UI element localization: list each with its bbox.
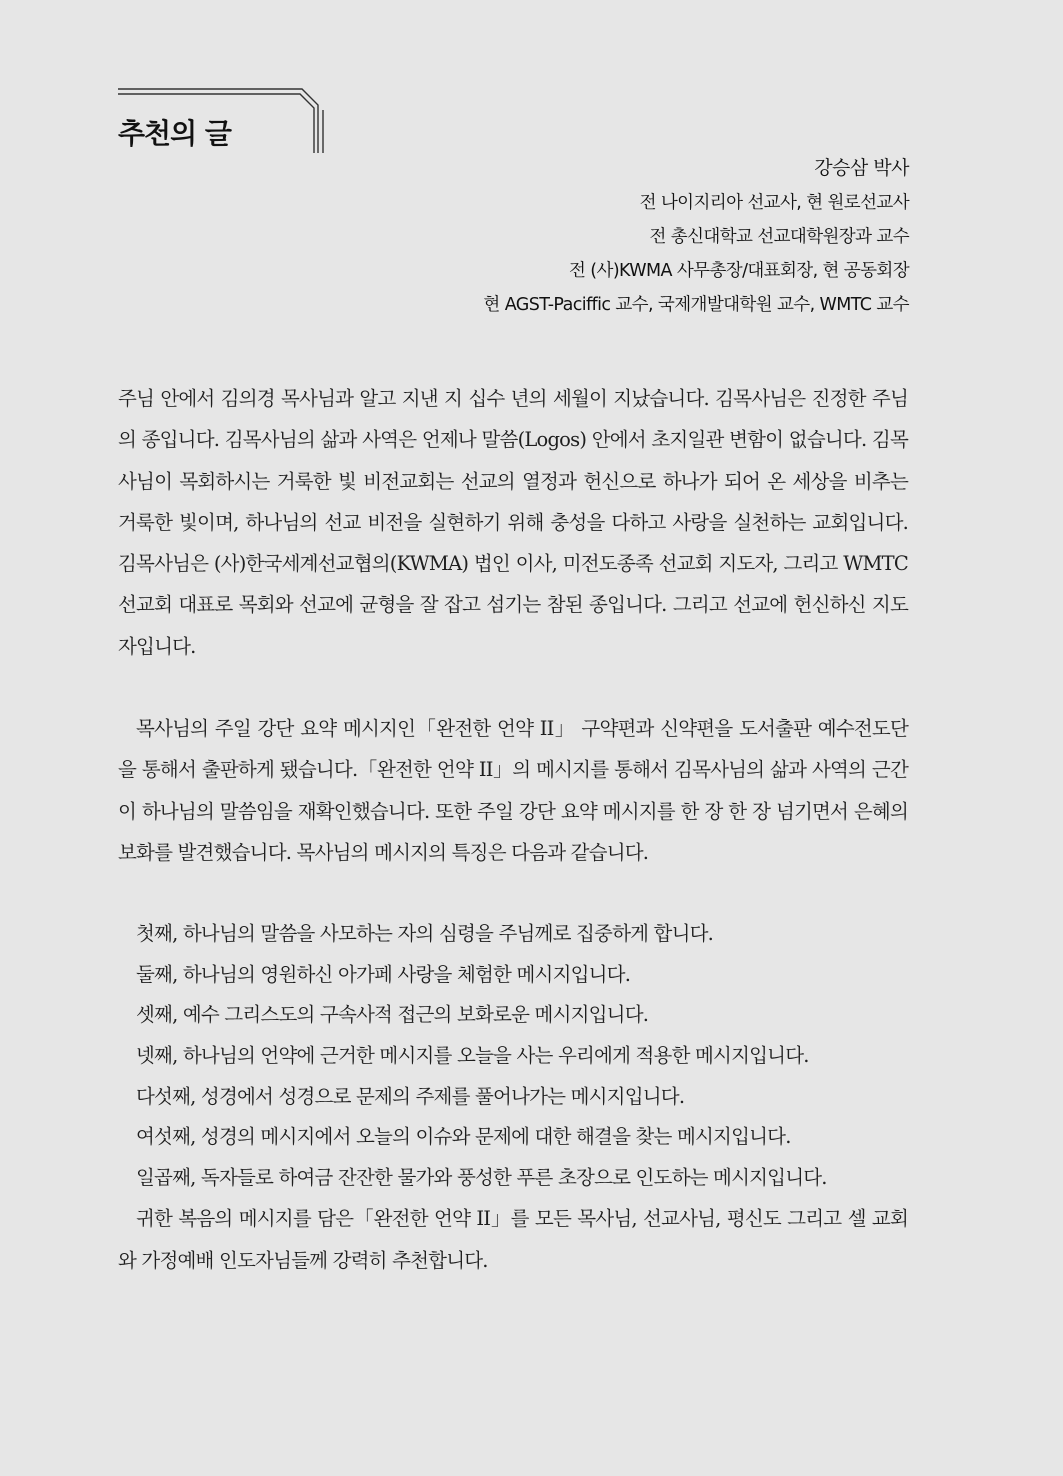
- feature-item: 넷째, 하나님의 언약에 근거한 메시지를 오늘을 사는 우리에게 적용한 메시지입니다.: [136, 1044, 809, 1068]
- recommendation-body: [118, 378, 908, 1281]
- feature-list: [118, 914, 908, 1198]
- feature-item: 다섯째, 성경에서 성경으로 문제의 주제를 풀어나가는 메시지입니다.: [136, 1084, 685, 1108]
- feature-item: 여섯째, 성경의 메시지에서 오늘의 이슈와 문제에 대한 해결을 찾는 메시지입니다.: [136, 1125, 791, 1149]
- author-credential: 전 나이지리아 선교사, 현 원로선교사: [639, 193, 909, 213]
- body-paragraph: 주님 안에서 김의경 목사님과 알고 지낸 지 십수 년의 세월이 지났습니다. 김목사님은 진정한 주님의 종입니다. 김목사님의 삶과 사역은 언제나 말씀(Logos) 안에서 초지일관 변함이 없습니다. 김목사님이 목회하시는 거룩한 빛 비전교회는 선교의 열정과 헌신으로 하나가 되어 온 세상을 비추는 거룩한 빛이며, 하나님의 선교 비전을 실현하기 위해 충성을 다하고 사랑을 실천하는 교회입니다. 김목사님은 (사)한국세계선교협의(KWMA) 법인 이사, 미전도종족 선교회 지도자, 그리고 WMTC 선교회 대표로 목회와 선교에 균형을 잘 잡고 섬기는 참된 종입니다. 그리고 선교에 헌신하신 지도자입니다.: [118, 387, 908, 658]
- body-paragraph: 귀한 복음의 메시지를 담은「완전한 언약 II」를 모든 목사님, 선교사님, 평신도 그리고 셀 교회와 가정예배 인도자님들께 강력히 추천합니다.: [118, 1207, 908, 1272]
- body-paragraph: 목사님의 주일 강단 요약 메시지인「완전한 언약 II」 구약편과 신약편을 도서출판 예수전도단을 통해서 출판하게 됐습니다.「완전한 언약 II」의 메시지를 통해서 김목사님의 삶과 사역의 근간이 하나님의 말씀임을 재확인했습니다. 또한 주일 강단 요약 메시지를 한 장 한 장 넘기면서 은혜의 보화를 발견했습니다. 목사님의 메시지의 특징은 다음과 같습니다.: [118, 717, 908, 864]
- author-name: 강승삼 박사: [814, 157, 909, 179]
- feature-item: 둘째, 하나님의 영원하신 아가페 사랑을 체험한 메시지입니다.: [136, 962, 631, 986]
- section-title: 추천의 글: [118, 117, 231, 150]
- author-block: [483, 150, 909, 322]
- author-credential: 현 AGST-Paciffic 교수, 국제개발대학원 교수, WMTC 교수: [483, 295, 909, 315]
- feature-item: 첫째, 하나님의 말씀을 사모하는 자의 심령을 주님께로 집중하게 합니다.: [136, 922, 714, 946]
- feature-item: 셋째, 예수 그리스도의 구속사적 접근의 보화로운 메시지입니다.: [136, 1003, 649, 1027]
- feature-item: 일곱째, 독자들로 하여금 잔잔한 물가와 풍성한 푸른 초장으로 인도하는 메시지입니다.: [136, 1165, 827, 1189]
- author-credential: 전 총신대학교 선교대학원장과 교수: [649, 227, 909, 247]
- author-credential: 전 (사)KWMA 사무총장/대표회장, 현 공동회장: [569, 261, 909, 281]
